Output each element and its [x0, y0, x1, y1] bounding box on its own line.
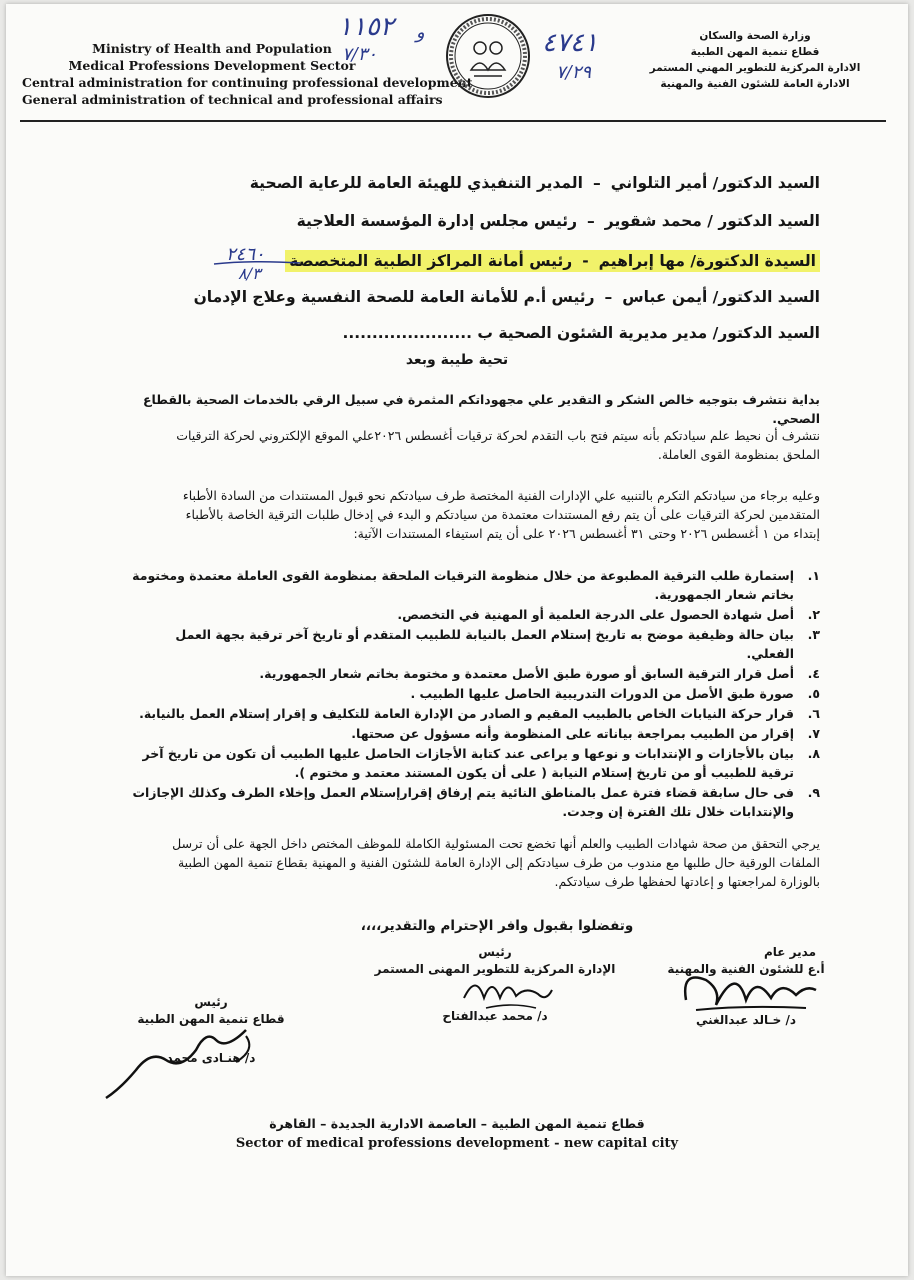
footer: [0, 1114, 914, 1154]
ministry-name-ar: وزارة الصحة والسكان: [699, 30, 811, 42]
general-admin-en: General administration of technical and professional affairs: [22, 92, 443, 107]
footer-english: Sector of medical professions development - new capital city: [235, 1136, 679, 1151]
handwritten-underline-icon: [212, 258, 302, 268]
central-admin-en: Central administration for continuing professional development: [22, 75, 473, 90]
handwritten-outgoing-date: ٧/٢٩: [556, 62, 592, 83]
ministry-seal-icon: [444, 12, 532, 100]
list-item: ٩. فى حال سابقة قضاء فترة عمل بالمناطق النائية يتم إرفاق إقرارإستلام العمل وإخلاء الطرف وكذلك الإجازات والإنتدابات خلال تلك الفترة إن وجدت.: [132, 785, 820, 819]
handwritten-side-date: ٨/٣: [238, 264, 261, 283]
recipient-line: السيد الدكتور/ مدير مديرية الشئون الصحية ب ......................: [342, 324, 820, 342]
central-admin-ar: الادارة المركزية للتطوير المهني المستمر: [649, 62, 861, 74]
general-admin-ar: الادارة العامة للشئون الفنية والمهنية: [660, 78, 850, 90]
notice-paragraph: نتشرف أن نحيط علم سيادتكم بأنه سيتم فتح باب التقدم لحركة ترقيات أغسطس ٢٠٢٦علي الموقع الإلكتروني لحركة الترقيات الملحق بمنظومة القوى العاملة.: [176, 428, 820, 462]
list-item: ٣. بيان حالة وظيفية موضح به تاريخ إستلام العمل بالنيابة للطبيب المتقدم أو تاريخ آخر ترقية بجهة العمل الفعلي.: [175, 627, 820, 661]
list-item: ٨. بيان بالأجازات و الإنتدابات و نوعها و يراعى عند كتابة الأجازات الحاصل عليها الطبيب أن تكون من تاريخ آخر ترقية للطبيب أو من تاريخ إستلام النيابة ( على أن يكون المستند معتمد و مختوم ).: [142, 746, 820, 780]
header-divider: [20, 120, 886, 122]
signature-scribble-icon: [96, 1010, 296, 1100]
signature-block-sector-head: رئيس قطاع تنمية المهن الطبية د/ هنـادى محمد: [137, 995, 285, 1065]
required-documents-list: [130, 566, 820, 822]
recipient-line: السيد الدكتور / محمد شقوير–رئيس مجلس إدارة المؤسسة العلاجية: [296, 212, 820, 230]
list-item: ١. إستمارة طلب الترقية المطبوعة من خلال منظومة الترقيات الملحقة بمنظومة القوى العاملة معتمدة ومختومة بخاتم شعار الجمهورية.: [132, 568, 820, 602]
handwritten-incoming-number: ١١٥٢: [338, 12, 394, 42]
list-item: ٦. قرار حركة النيابات الخاص بالطبيب المقيم و الصادر من الإدارة العامة للتكليف و إقرار إستلام العمل بالنيابة.: [139, 706, 820, 721]
sector-name-en: Medical Professions Development Sector: [68, 58, 356, 73]
recipient-line-highlighted: السيدة الدكتورة/ مها إبراهيم-رئيس أمانة المراكز الطبية المتخصصة: [120, 250, 820, 272]
footer-arabic: قطاع تنمية المهن الطبية – العاصمة الادارية الجديدة – القاهرة: [269, 1116, 645, 1131]
sector-name-ar: قطاع تنمية المهن الطبية: [690, 46, 820, 58]
handwritten-side-number: ٢٤٦٠: [226, 244, 265, 265]
list-item: ٥. صورة طبق الأصل من الدورات التدريبية الحاصل عليها الطبيب .: [410, 686, 820, 701]
list-item: ٢. أصل شهادة الحصول على الدرجة العلمية أو المهنية في التخصص.: [397, 607, 820, 622]
list-item: ٤. أصل قرار الترقية السابق أو صورة طبق الأصل معتمدة و مختومة بخاتم شعار الجمهورية.: [259, 666, 820, 681]
arabic-header: [640, 28, 870, 92]
signature-scribble-icon: [456, 968, 556, 1018]
handwritten-outgoing-number: ٤٧٤١: [542, 28, 598, 58]
signature-scribble-icon: [676, 960, 826, 1020]
request-paragraph: وعليه برجاء من سيادتكم التكرم بالتنبيه علي الإدارات الفنية المختصة طرف سيادتكم نحو قبول المستندات من السادة الأطباء المتقدمين لحركة الترقيات على أن يتم رفع المستندات معتمدة من سيادتكم و البدء في إدخال طلبات الترقية الخاصة بالأطباء إبتداء من ١ أغسطس ٢٠٢٦ وحتى ٣١ أغسطس ٢٠٢٦ على أن يتم استيفاء المستندات الآتية:: [182, 488, 820, 541]
recipient-line: السيد الدكتور/ أمير التلواني–المدير التنفيذي للهيئة العامة للرعاية الصحية: [249, 174, 820, 192]
verification-paragraph: يرجي التحقق من صحة شهادات الطبيب والعلم أنها تخضع تحت المسئولية الكاملة للموظف المختص داخل الجهة على أن ترسل الملفات الورقية حال طلبها مع مندوب من طرف سيادتكم إلى الإدارة العامة للشئون الفنية و المهنية بقطاع تنمية المهن الطبية بالوزارة لمراجعتها و إعادتها لحفظها طرف سيادتكم.: [172, 836, 820, 889]
handwritten-incoming-date: ٧/٣٠: [342, 44, 378, 65]
closing-line: وتفضلوا بقبول وافر الإحترام والتقدير،،،،: [360, 918, 634, 934]
signature-block-central-admin: رئيس الإدارة المركزية للتطوير المهنى المستمر د/ محمد عبدالفتاح: [374, 945, 616, 1023]
recipient-line: السيد الدكتور/ أيمن عباس–رئيس أ.م للأمانة العامة للصحة النفسية وعلاج الإدمان: [193, 288, 820, 306]
greeting: تحية طيبة وبعد: [405, 352, 509, 368]
signature-block-general-director: مدير عام أ.ع للشئون الفنية والمهنية د/ خـالد عبدالغني: [667, 945, 825, 1027]
handwritten-mark: و: [416, 22, 425, 43]
ministry-name-en: Ministry of Health and Population: [92, 41, 332, 56]
list-item: ٧. إقرار من الطبيب بمراجعة بياناته على المنظومة وأنه مسؤول عن صحتها.: [351, 726, 820, 741]
intro-paragraph: بداية نتشرف بتوجيه خالص الشكر و التقدير علي مجهوداتكم المثمرة في سبيل الرقي بالخدمات الصحية بالقطاع الصحي.: [142, 392, 820, 426]
